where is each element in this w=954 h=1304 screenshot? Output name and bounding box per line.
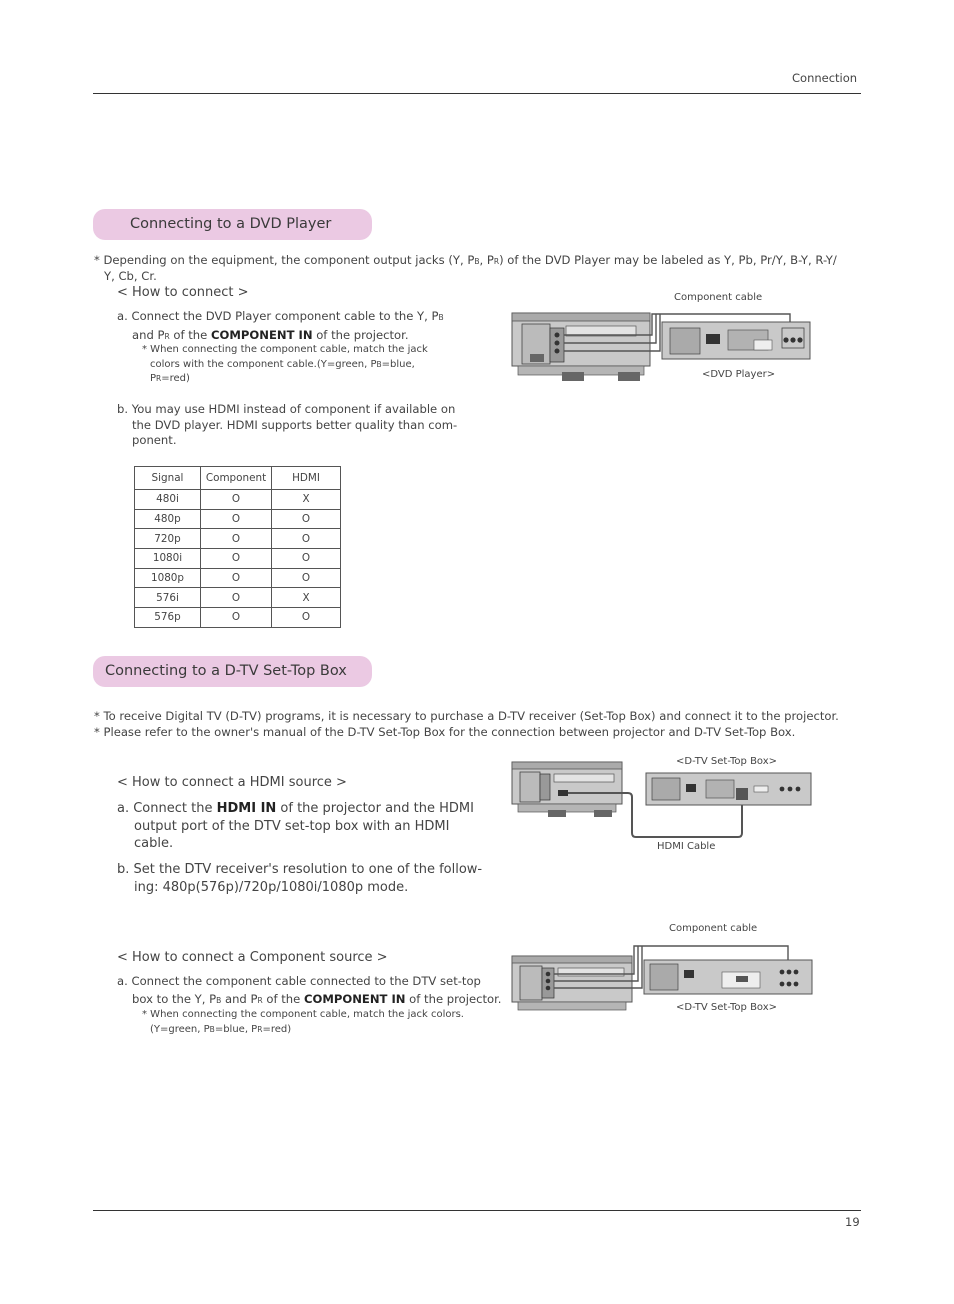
table-header-row [135,467,341,490]
table-cell: O [272,568,341,588]
table-cell: O [201,608,272,628]
table-cell: X [272,490,341,510]
signal-support-table [134,466,341,628]
table-header-cell: Component [201,467,272,490]
dtv-hdmi-step-b: b. Set the DTV receiver's resolution to one of the follow- ing: 480p(576p)/720p/1080i/1080p mode. [117,862,483,895]
dvd-diagram-device-label: <DVD Player> [702,369,776,380]
component-diagram-device-label: <D-TV Set-Top Box> [676,1002,778,1013]
header-section-title: Connection [792,71,858,85]
footer-rule [93,1210,861,1211]
table-cell: 480i [135,490,201,510]
dtv-component-how-to: < How to connect a Component source > [117,950,388,965]
table-row [135,529,341,549]
table-cell: O [201,568,272,588]
table-row [135,588,341,608]
table-cell: O [201,588,272,608]
table-cell: 1080p [135,568,201,588]
dvd-step-b: b. You may use HDMI instead of component if available on the DVD player. HDMI supports better quality than com- ponent. [117,402,458,448]
section-title-dtv [93,656,372,687]
hdmi-diagram-cable-label: HDMI Cable [657,841,716,852]
hdmi-diagram-device-label: <D-TV Set-Top Box> [676,756,778,767]
dtv-hdmi-step-a: a. Connect the HDMI IN of the projector and the HDMI output port of the DTV set-top box with an HDMI cable. [117,801,474,851]
table-header-cell: HDMI [272,467,341,490]
table-cell: O [272,509,341,529]
table-cell: 1080i [135,549,201,569]
table-cell: 720p [135,529,201,549]
table-row [135,549,341,569]
hdmi-connection-diagram [510,760,815,842]
dvd-how-to: < How to connect > [117,285,249,300]
table-cell: 576p [135,608,201,628]
table-cell: O [272,529,341,549]
table-cell: X [272,588,341,608]
dtv-component-step-a: a. Connect the component cable connected to the DTV set-top box to the Y, PB and PR of the COMPONENT IN of the projector. [117,974,502,1006]
dtv-hdmi-how-to: < How to connect a HDMI source > [117,775,347,790]
table-cell: 576i [135,588,201,608]
page-number: 19 [845,1215,860,1229]
component-diagram-cable-label: Component cable [669,923,758,934]
header-rule [93,93,861,94]
dvd-note: * Depending on the equipment, the component output jacks (Y, PB, PR) of the DVD Player may be labeled as Y, Pb, Pr/Y, B-Y, R-Y/ Y, Cb, Cr. [94,253,837,283]
dtv-notes: * To receive Digital TV (D-TV) programs, it is necessary to purchase a D-TV receiver (Set-Top Box) and connect it to the projector. * Please refer to the owner's manual of the D-TV Set-Top Box for the connection between projector and D-TV Set-Top Box. [94,709,839,739]
table-cell: O [201,509,272,529]
table-cell: O [272,608,341,628]
table-cell: 480p [135,509,201,529]
dvd-step-a: a. Connect the DVD Player component cable to the Y, PB and PR of the COMPONENT IN of the projector. [117,309,444,342]
section-title-text: Connecting to a DVD Player [130,216,332,232]
table-cell: O [201,490,272,510]
section-title-dvd [93,209,372,240]
table-header-cell: Signal [135,467,201,490]
table-row [135,509,341,529]
section-title-text: Connecting to a D-TV Set-Top Box [105,663,347,679]
table-row [135,608,341,628]
table-cell: O [201,549,272,569]
dvd-step-a-note: * When connecting the component cable, match the jack colors with the component cable.(Y=green, PB=blue, PR=red) [142,344,428,384]
table-row [135,568,341,588]
table-cell: O [272,549,341,569]
dvd-diagram-cable-label: Component cable [674,292,763,303]
table-cell: O [201,529,272,549]
dtv-component-note: * When connecting the component cable, match the jack colors. (Y=green, PB=blue, PR=red) [142,1009,464,1035]
table-row [135,490,341,510]
